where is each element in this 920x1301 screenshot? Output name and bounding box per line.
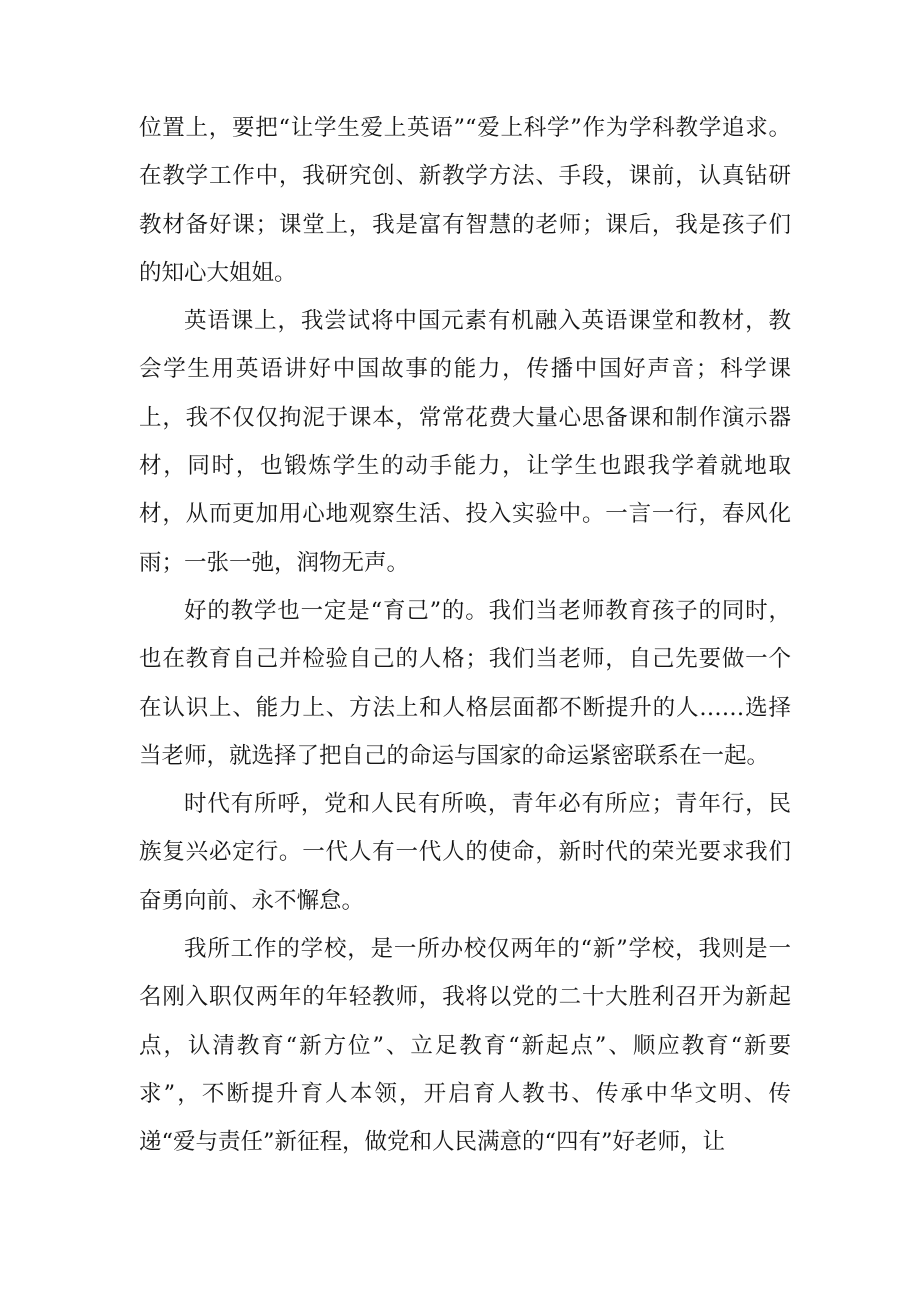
paragraph-5: 我所工作的学校，是一所办校仅两年的“新”学校，我则是一名刚入职仅两年的年轻教师，我将以党的二十大胜利召开为新起点，认清教育“新方位”、立足教育“新起点”、顺应教育“新要求”，不断提升育人本领，开启育人教书、传承中华文明、传递“爱与责任”新征程，做党和人民满意的“四有”好老师，让: [139, 936, 791, 1156]
paragraph-2: 英语课上，我尝试将中国元素有机融入英语课堂和教材，教会学生用英语讲好中国故事的能力，传播中国好声音；科学课上，我不仅仅拘泥于课本，常常花费大量心思备课和制作演示器材，同时，也锻炼学生的动手能力，让学生也跟我学着就地取材，从而更加用心地观察生活、投入实验中。一言一行，春风化雨；一张一弛，润物无声。: [139, 308, 791, 576]
paragraph-3: 好的教学也一定是“育己”的。我们当老师教育孩子的同时，也在教育自己并检验自己的人格；我们当老师，自己先要做一个在认识上、能力上、方法上和人格层面都不断提升的人……选择当老师，就选择了把自己的命运与国家的命运紧密联系在一起。: [139, 597, 791, 769]
paragraph-4: 时代有所呼，党和人民有所唤，青年必有所应；青年行，民族复兴必定行。一代人有一代人的使命，新时代的荣光要求我们奋勇向前、永不懈怠。: [139, 791, 791, 914]
document-body: [139, 104, 791, 1167]
paragraph-1: 位置上，要把“让学生爱上英语”“爱上科学”作为学科教学追求。在教学工作中，我研究创、新教学方法、手段，课前，认真钻研教材备好课；课堂上，我是富有智慧的老师；课后，我是孩子们的知心大姐姐。: [139, 115, 791, 286]
